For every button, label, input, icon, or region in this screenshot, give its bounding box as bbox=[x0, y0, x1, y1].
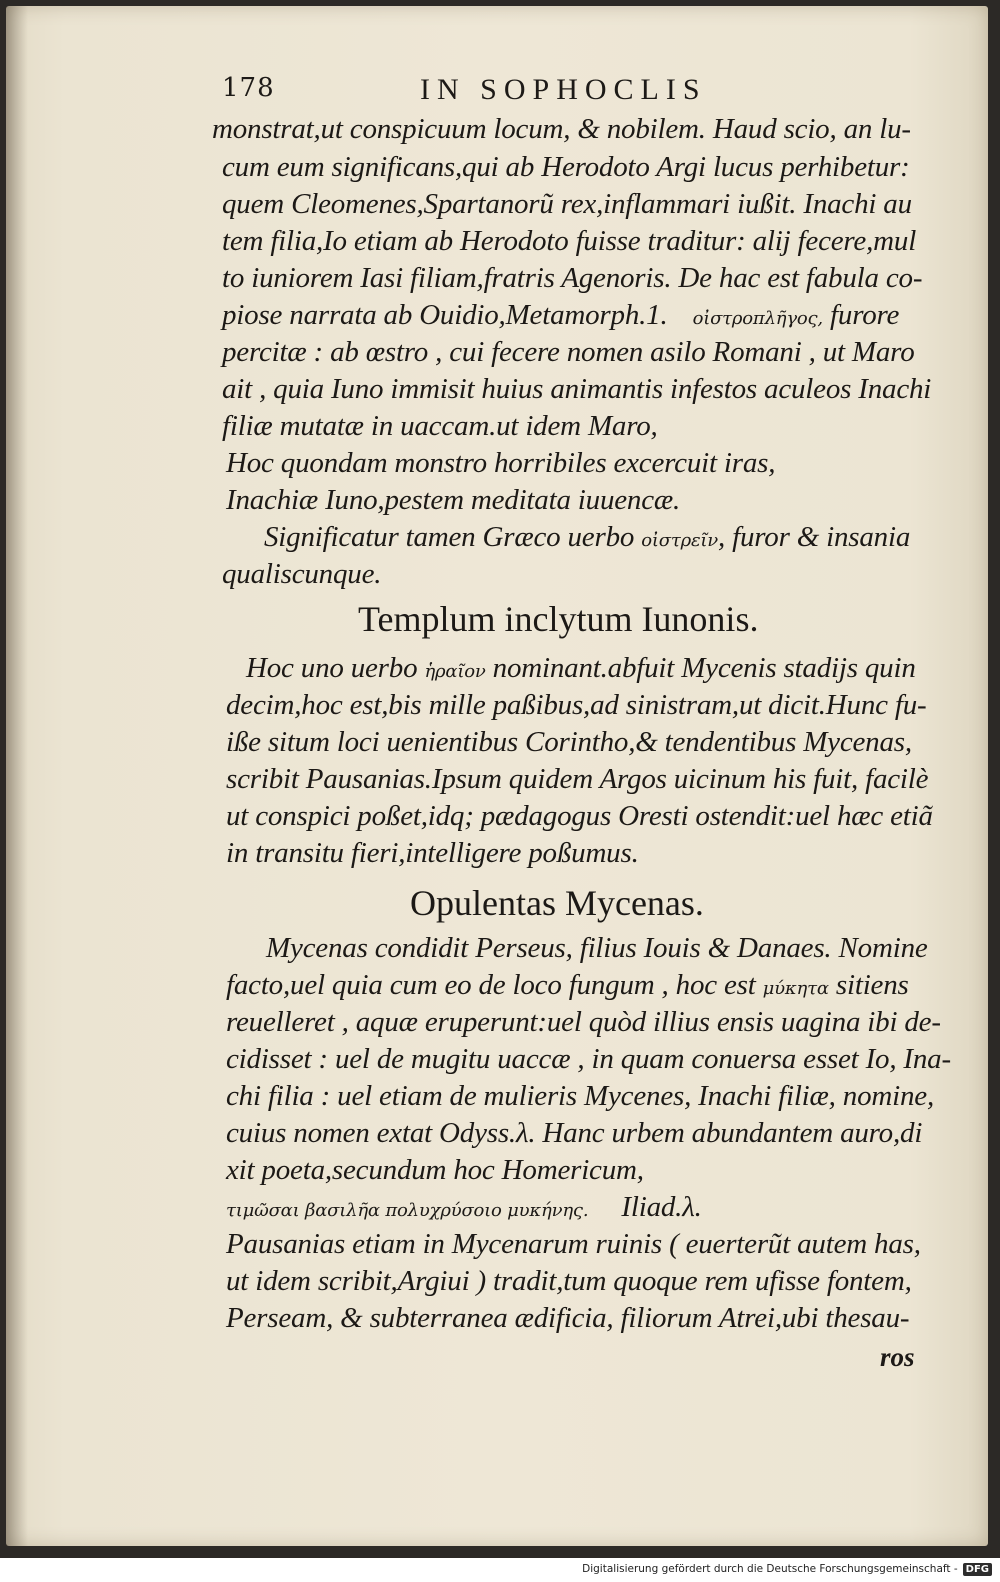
text-line: xit poeta,secundum hoc Homericum, bbox=[226, 1154, 644, 1186]
text-line: tem filia,Io etiam ab Herodoto fuisse traditur: alij fecere,mul bbox=[222, 225, 917, 257]
line-text: nominant.abfuit Mycenis stadijs quin bbox=[492, 652, 916, 684]
text-line: ait , quia Iuno immisit huius animantis infestos aculeos Inachi bbox=[222, 373, 932, 405]
line-text: Significatur tamen Græco uerbo bbox=[264, 521, 635, 553]
text-line: percitæ : ab œstro , cui fecere nomen asilo Romani , ut Maro bbox=[222, 336, 915, 368]
page-header bbox=[222, 73, 922, 109]
text-line bbox=[222, 299, 899, 332]
text-line: Mycenas condidit Perseus, filius Iouis & Danaes. Nomine bbox=[266, 932, 928, 964]
verse-line: Hoc quondam monstro horribiles excercuit iras, bbox=[226, 447, 776, 479]
text-line: ut conspici poßet,idq; pædagogus Oresti ostendit:uel hæc etiã bbox=[226, 800, 933, 832]
line-text: sitiens bbox=[835, 969, 909, 1001]
line-text: furore bbox=[830, 299, 900, 331]
greek-word: ἡραῖον bbox=[424, 661, 486, 682]
text-line bbox=[226, 969, 909, 1002]
page-gutter-shadow bbox=[6, 6, 28, 1546]
text-line: cum eum significans,qui ab Herodoto Argi lucus perhibetur: bbox=[222, 151, 910, 183]
catchword: ros bbox=[880, 1342, 915, 1372]
text-line: Perseam, & subterranea ædificia, filiorum Atrei,ubi thesau- bbox=[226, 1302, 910, 1334]
line-text: , furor & insania bbox=[718, 521, 911, 553]
digitization-credit bbox=[582, 1560, 992, 1578]
greek-word: οἰστροπλῆγος, bbox=[692, 308, 823, 329]
section-heading: Templum inclytum Iunonis. bbox=[358, 599, 759, 639]
text-line: reuelleret , aquæ eruperunt:uel quòd illius ensis uagina ibi de- bbox=[226, 1006, 941, 1038]
line-text: Iliad.λ. bbox=[621, 1191, 702, 1223]
text-line: qualiscunque. bbox=[222, 558, 382, 590]
page-number: 178 bbox=[222, 73, 275, 103]
text-line: to iuniorem Iasi filiam,fratris Agenoris. De hac est fabula co- bbox=[222, 262, 923, 294]
text-line: iße situm loci uenientibus Corintho,& tendentibus Mycenas, bbox=[226, 726, 912, 758]
text-line bbox=[226, 1191, 702, 1224]
text-line: in transitu fieri,intelligere poßumus. bbox=[226, 837, 639, 869]
line-text: Hoc uno uerbo bbox=[246, 652, 418, 684]
greek-word: μύκητα bbox=[762, 978, 829, 999]
credit-text: Digitalisierung gefördert durch die Deutsche Forschungsgemeinschaft - bbox=[582, 1563, 958, 1575]
verse-line: Inachiæ Iuno,pestem meditata iuuencæ. bbox=[226, 484, 681, 516]
text-line: cidisset : uel de mugitu uaccæ , in quam conuersa esset Io, Ina- bbox=[226, 1043, 951, 1075]
greek-quotation: τιμῶσαι βασιλῆα πολυχρύσοιο μυκήνης. bbox=[226, 1200, 589, 1221]
running-title: IN SOPHOCLIS bbox=[420, 73, 707, 106]
greek-word: οἰστρεῖν bbox=[641, 530, 719, 551]
text-line bbox=[246, 652, 916, 685]
text-line: decim,hoc est,bis mille paßibus,ad sinistram,ut dicit.Hunc fu- bbox=[226, 689, 927, 721]
dfg-logo: DFG bbox=[963, 1563, 992, 1576]
text-line: cuius nomen extat Odyss.λ. Hanc urbem abundantem auro,di bbox=[226, 1117, 923, 1149]
text-line: monstrat,ut conspicuum locum, & nobilem. Haud scio, an lu- bbox=[212, 113, 911, 145]
text-line: ut idem scribit,Argiui ) tradit,tum quoque rem ufisse fontem, bbox=[226, 1265, 912, 1297]
line-text: facto,uel quia cum eo de loco fungum , hoc est bbox=[226, 969, 756, 1001]
text-line bbox=[264, 521, 910, 554]
text-line: filiæ mutatæ in uaccam.ut idem Maro, bbox=[222, 410, 658, 442]
text-line: scribit Pausanias.Ipsum quidem Argos uicinum his fuit, facilè bbox=[226, 763, 929, 795]
text-line: chi filia : uel etiam de mulieris Mycenes, Inachi filiæ, nomine, bbox=[226, 1080, 935, 1112]
line-text: piose narrata ab Ouidio,Metamorph.1. bbox=[222, 299, 668, 331]
text-line: Pausanias etiam in Mycenarum ruinis ( euerterũt autem has, bbox=[226, 1228, 921, 1260]
text-line: quem Cleomenes,Spartanorũ rex,inflammari iußit. Inachi au bbox=[222, 188, 912, 220]
section-heading: Opulentas Mycenas. bbox=[410, 883, 704, 923]
